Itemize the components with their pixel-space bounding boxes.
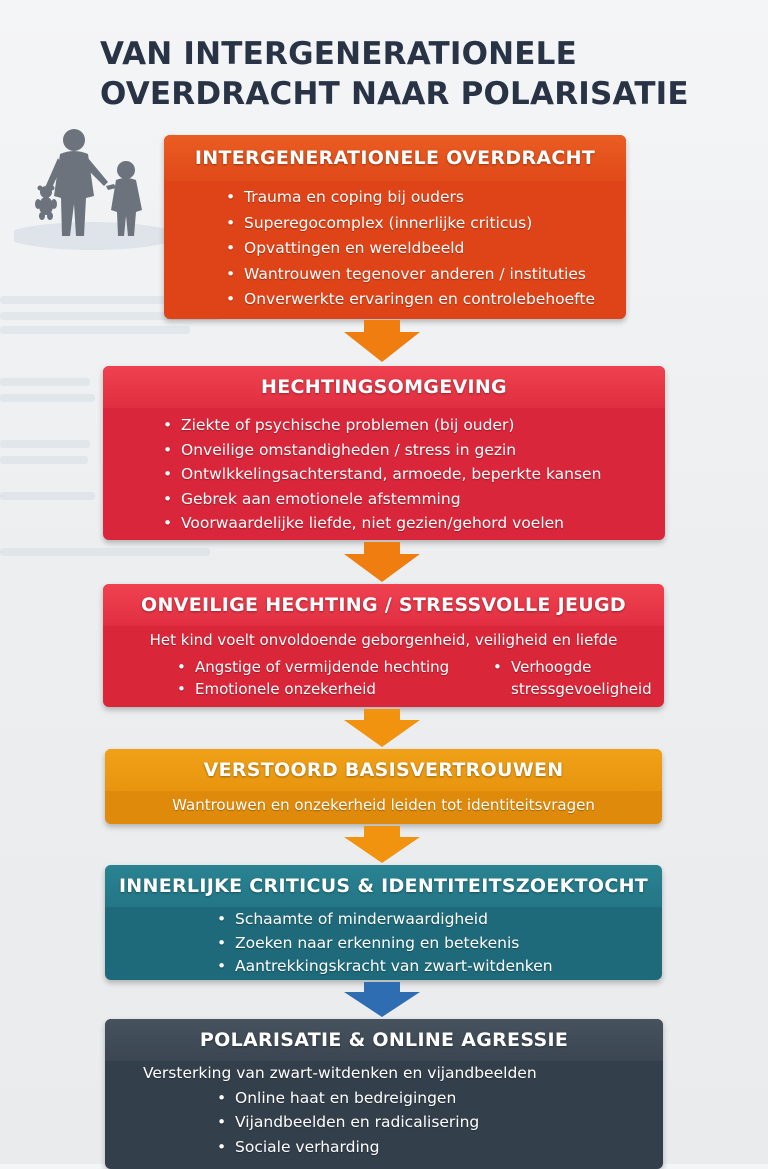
list-item: • Vijandbeelden en radicalisering	[213, 1110, 663, 1135]
step-polarisation-online-aggression	[105, 1019, 663, 1169]
step-intro: Versterking van zwart-witdenken en vijandbeelden	[143, 1064, 537, 1082]
step-heading: POLARISATIE & ONLINE AGRESSIE	[105, 1019, 663, 1061]
list-item: • Zoeken naar erkenning en betekenis	[213, 932, 662, 956]
list-item: • Sociale verharding	[213, 1135, 663, 1160]
decorative-line	[0, 378, 90, 386]
decorative-line	[0, 394, 95, 402]
step-list	[222, 185, 626, 313]
step-disturbed-basic-trust	[105, 749, 662, 824]
step-heading: HECHTINGSOMGEVING	[103, 366, 665, 408]
step-list	[213, 1086, 663, 1160]
down-arrow-icon	[344, 826, 420, 863]
list-item: • Gebrek aan emotionele afstemming	[159, 487, 665, 512]
list-item: • Trauma en coping bij ouders	[222, 185, 626, 211]
step-heading: VERSTOORD BASISVERTROUWEN	[105, 749, 662, 791]
list-item: • Verhoogde stressgevoeligheid	[489, 656, 664, 700]
list-item: • Angstige of vermijdende hechting	[173, 656, 449, 678]
list-item: • Aantrekkingskracht van zwart-witdenken	[213, 955, 662, 979]
parent-and-child-icon	[14, 124, 174, 254]
step-attachment-environment	[103, 366, 665, 540]
step-heading: INNERLIJKE CRITICUS & IDENTITEITSZOEKTOCHT	[105, 865, 662, 907]
decorative-line	[0, 440, 90, 448]
page-title	[100, 34, 740, 114]
list-item: • Ontwlkkelingsachterstand, armoede, beperkte kansen	[159, 462, 665, 487]
step-list-right	[489, 656, 664, 700]
list-item: • Onveilige omstandigheden / stress in gezin	[159, 438, 665, 463]
step-intro: Het kind voelt onvoldoende geborgenheid, veiligheid en liefde	[149, 631, 618, 649]
decorative-line	[0, 326, 190, 334]
step-list	[213, 908, 662, 979]
title-line-2: OVERDRACHT NAAR POLARISATIE	[100, 76, 689, 112]
step-list-left	[173, 656, 449, 700]
decorative-line	[0, 548, 210, 556]
list-item: • Online haat en bedreigingen	[213, 1086, 663, 1111]
list-item: • Superegocomplex (innerlijke criticus)	[222, 211, 626, 237]
list-item: • Emotionele onzekerheid	[173, 678, 449, 700]
step-heading: ONVEILIGE HECHTING / STRESSVOLLE JEUGD	[103, 584, 664, 626]
list-item: • Ziekte of psychische problemen (bij ouder)	[159, 413, 665, 438]
list-item: • Wantrouwen tegenover anderen / instituties	[222, 262, 626, 288]
decorative-line	[0, 492, 95, 500]
title-line-1: VAN INTERGENERATIONELE	[100, 36, 577, 72]
step-insecure-attachment	[103, 584, 664, 707]
step-inner-critic-identity	[105, 865, 662, 980]
step-intergenerational-transfer	[164, 135, 626, 319]
down-arrow-icon	[344, 320, 420, 362]
step-intro: Wantrouwen en onzekerheid leiden tot identiteitsvragen	[172, 796, 595, 814]
list-item: • Schaamte of minderwaardigheid	[213, 908, 662, 932]
decorative-line	[0, 456, 88, 464]
list-item: • Voorwaardelijke liefde, niet gezien/gehord voelen	[159, 511, 665, 536]
down-arrow-icon	[344, 982, 420, 1017]
step-list	[159, 413, 665, 536]
step-heading: INTERGENERATIONELE OVERDRACHT	[164, 135, 626, 181]
list-item: • Onverwerkte ervaringen en controlebehoefte	[222, 287, 626, 313]
down-arrow-icon	[344, 709, 420, 747]
list-item: • Opvattingen en wereldbeeld	[222, 236, 626, 262]
down-arrow-icon	[344, 542, 420, 582]
